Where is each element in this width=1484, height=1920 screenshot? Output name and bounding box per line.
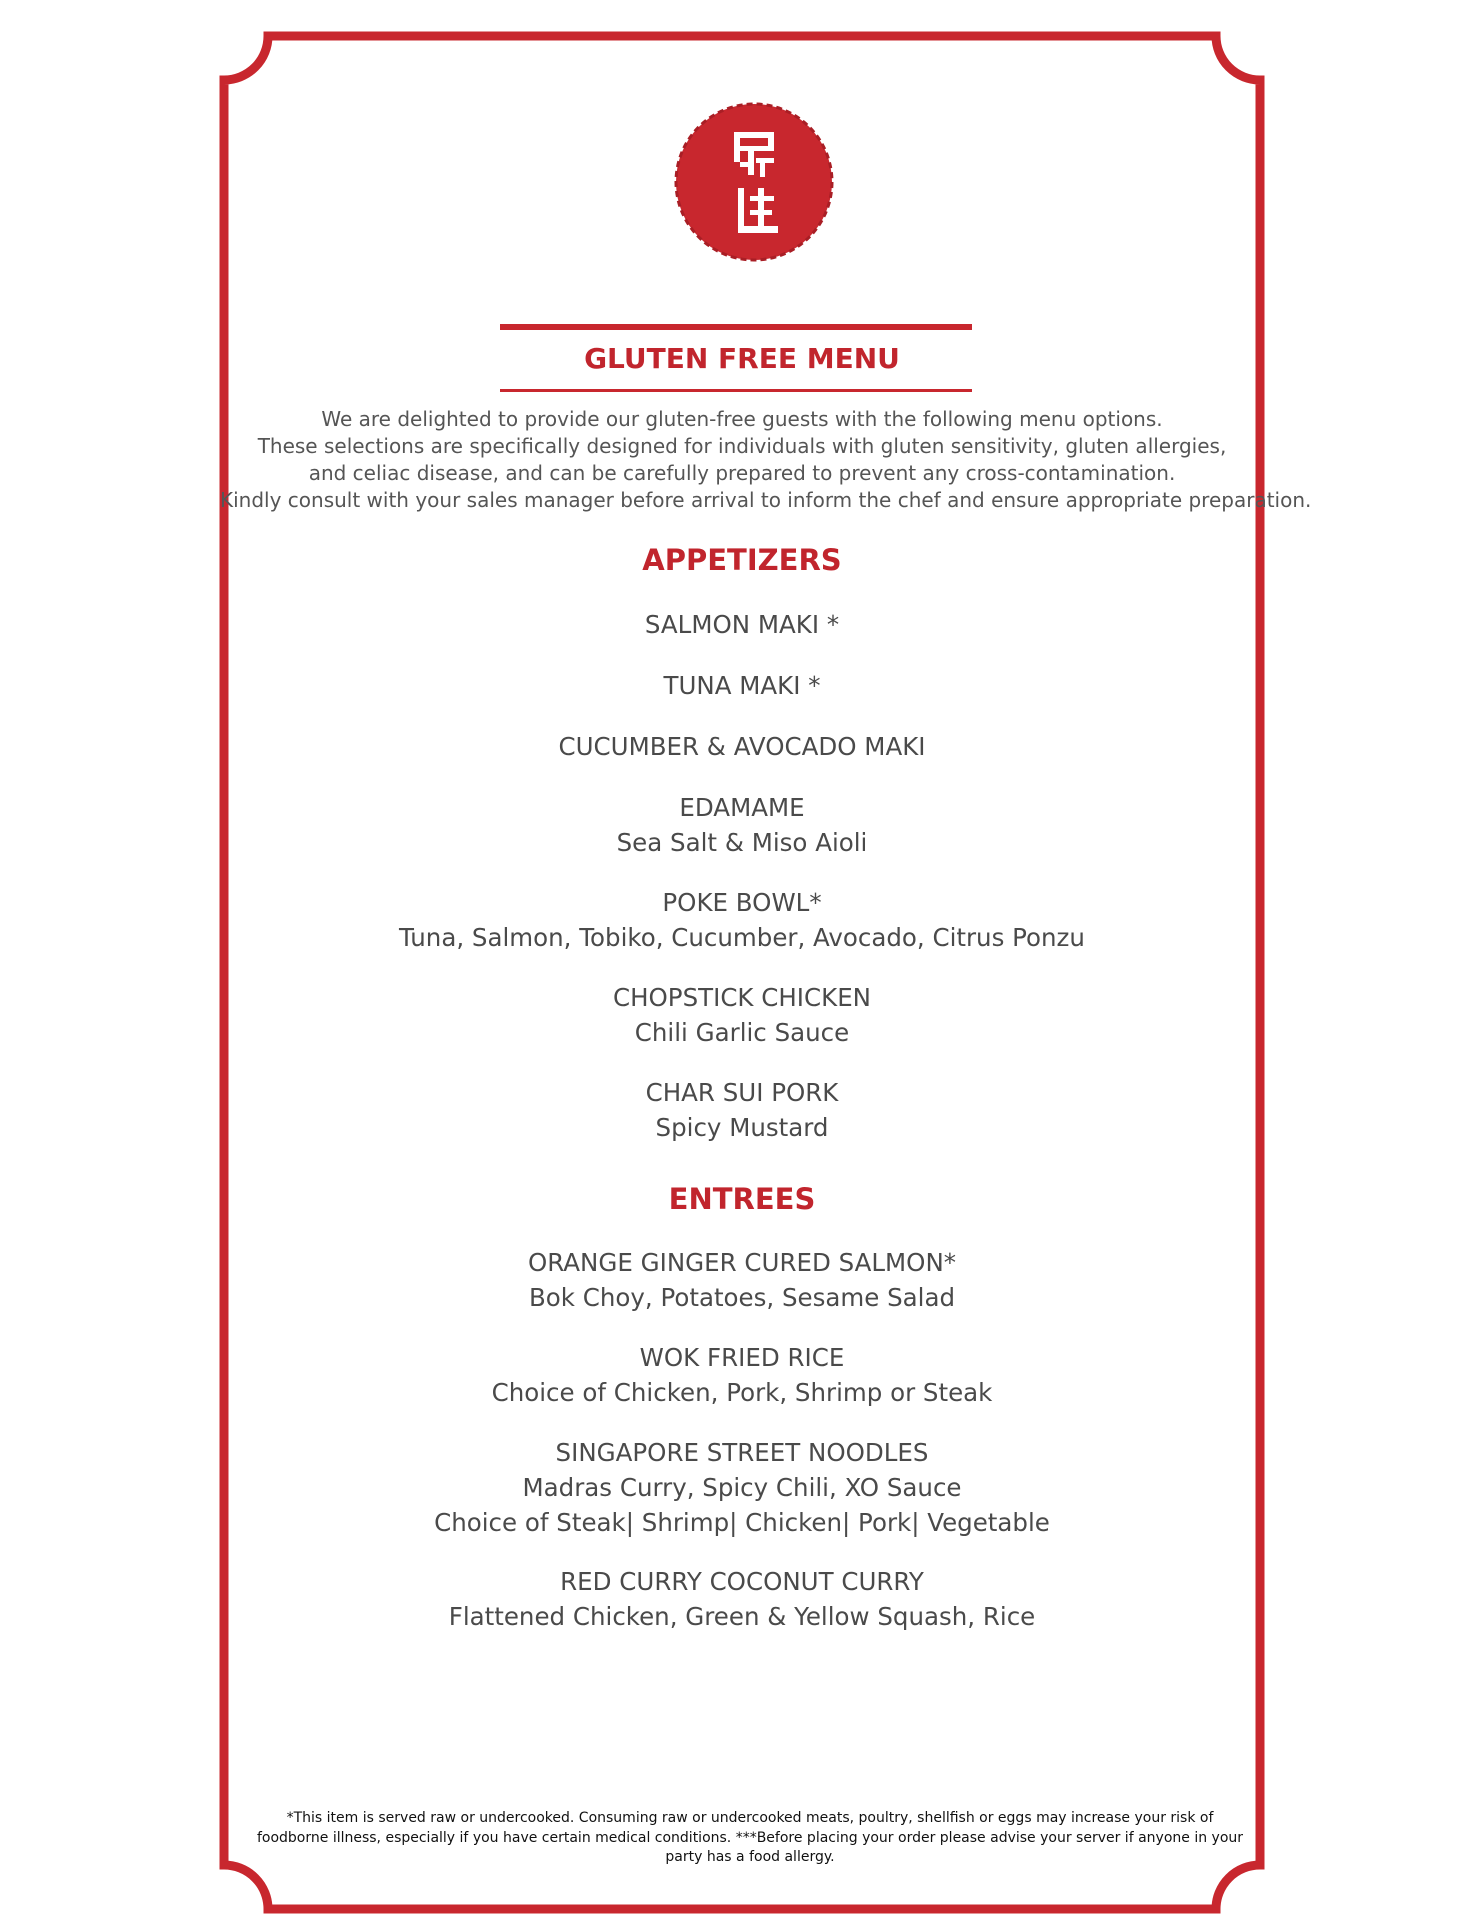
intro-line: Kindly consult with your sales manager before arrival to inform the chef and ensure appropriate preparation. [220, 488, 1312, 512]
menu-item-name: TUNA MAKI * [663, 671, 821, 700]
menu-item-desc: Choice of Steak| Shrimp| Chicken| Pork| Vegetable [434, 1508, 1050, 1537]
section-heading-appetizers: APPETIZERS [642, 543, 842, 577]
menu-item-name: SALMON MAKI * [644, 610, 840, 639]
menu-item [0, 980, 1484, 1050]
menu-item-desc: Spicy Mustard [655, 1113, 829, 1142]
restaurant-seal-logo [674, 102, 834, 262]
menu-item-name: CHOPSTICK CHICKEN [612, 983, 872, 1012]
menu-item-name: RED CURRY COCONUT CURRY [560, 1567, 924, 1596]
menu-item-desc: Bok Choy, Potatoes, Sesame Salad [528, 1283, 956, 1312]
menu-item-desc: Tuna, Salmon, Tobiko, Cucumber, Avocado, Citrus Ponzu [399, 923, 1085, 952]
menu-item-name: SINGAPORE STREET NOODLES [555, 1438, 929, 1467]
menu-item-name: CUCUMBER & AVOCADO MAKI [558, 732, 926, 761]
menu-item [0, 1564, 1484, 1634]
menu-item-name: ORANGE GINGER CURED SALMON* [527, 1248, 957, 1277]
menu-item-desc: Chili Garlic Sauce [634, 1018, 850, 1047]
menu-item-desc: Sea Salt & Miso Aioli [616, 828, 868, 857]
menu-item-name: CHAR SUI PORK [645, 1078, 839, 1107]
menu-item [0, 790, 1484, 860]
title-rule-top [500, 324, 972, 330]
menu-item-desc: Madras Curry, Spicy Chili, XO Sauce [522, 1473, 962, 1502]
menu-item [0, 1340, 1484, 1410]
menu-item [0, 885, 1484, 955]
intro-line: and celiac disease, and can be carefully prepared to prevent any cross-contamination. [308, 461, 1176, 485]
intro-line: We are delighted to provide our gluten-free guests with the following menu options. [321, 407, 1163, 431]
section-heading-entrees: ENTREES [668, 1182, 816, 1216]
menu-item [0, 668, 1484, 703]
page-title: GLUTEN FREE MENU [584, 342, 900, 375]
menu-item [0, 729, 1484, 764]
menu-item-name: WOK FRIED RICE [639, 1343, 845, 1372]
menu-item [0, 607, 1484, 642]
menu-item-desc: Flattened Chicken, Green & Yellow Squash, Rice [448, 1602, 1036, 1631]
menu-item-desc: Choice of Chicken, Pork, Shrimp or Steak [491, 1378, 993, 1407]
intro-line: These selections are specifically designed for individuals with gluten sensitivity, gluten allergies, [257, 434, 1227, 458]
allergy-footnote: *This item is served raw or undercooked. Consuming raw or undercooked meats, poultry, shellfish or eggs may increase your risk of foodborne illness, especially if you have certain medical conditions. ***Before placing your order please advise your server if anyone in your party has a food allergy. [256, 1810, 1244, 1865]
intro-text [220, 406, 1312, 514]
menu-item [0, 1075, 1484, 1145]
menu-item-name: POKE BOWL* [662, 888, 822, 917]
title-rule-bottom [500, 389, 972, 392]
menu-item [0, 1245, 1484, 1315]
menu-item-name: EDAMAME [679, 793, 805, 822]
menu-item [0, 1435, 1484, 1540]
